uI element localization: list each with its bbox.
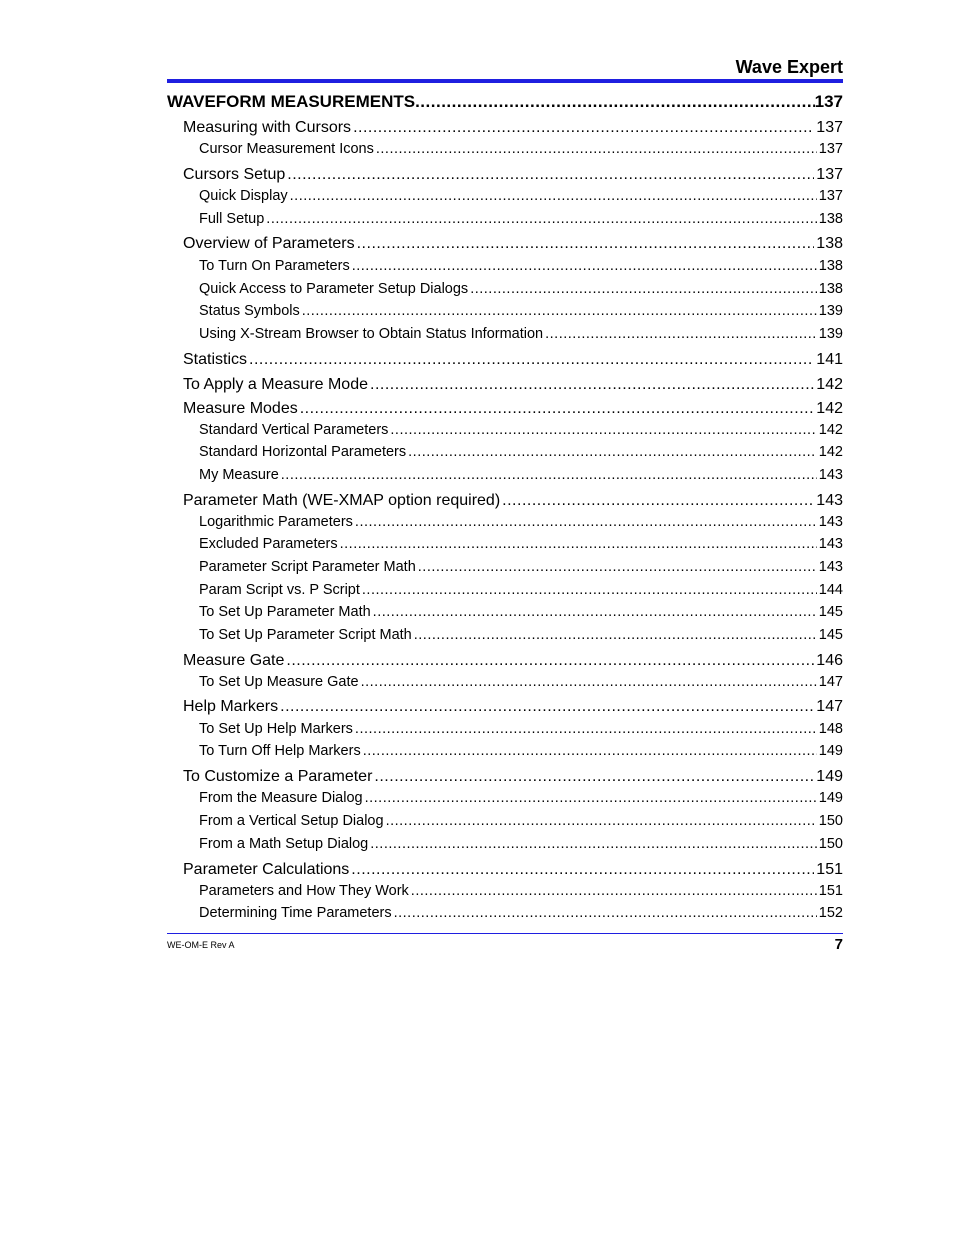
toc-entry-label: Parameter Math (WE-XMAP option required) bbox=[183, 492, 501, 509]
toc-dot-leader bbox=[394, 905, 817, 922]
toc-dot-leader bbox=[370, 836, 817, 853]
toc-entry-page-number: 142 bbox=[818, 422, 843, 438]
toc-entry[interactable] bbox=[199, 790, 843, 807]
toc-entry[interactable] bbox=[199, 188, 843, 205]
toc-dot-leader bbox=[415, 92, 815, 112]
toc-entry-label: Quick Display bbox=[199, 188, 288, 204]
toc-entry-label: To Turn On Parameters bbox=[199, 258, 350, 274]
toc-entry-page-number: 137 bbox=[814, 92, 843, 111]
toc-entry-page-number: 137 bbox=[816, 119, 843, 136]
toc-dot-leader bbox=[286, 651, 814, 670]
toc-entry[interactable] bbox=[199, 582, 843, 599]
toc-entry[interactable] bbox=[199, 444, 843, 461]
toc-entry-page-number: 147 bbox=[816, 698, 843, 715]
toc-entry-label: Help Markers bbox=[183, 698, 279, 715]
toc-dot-leader bbox=[365, 790, 817, 807]
toc-entry-label: Using X-Stream Browser to Obtain Status Information bbox=[199, 326, 544, 342]
toc-entry-page-number: 143 bbox=[816, 492, 843, 509]
toc-entry[interactable] bbox=[199, 303, 843, 320]
toc-dot-leader bbox=[300, 399, 815, 418]
toc-entry[interactable] bbox=[199, 514, 843, 531]
toc-dot-leader bbox=[249, 350, 814, 369]
toc-entry[interactable] bbox=[199, 467, 843, 484]
toc-dot-leader bbox=[370, 375, 814, 394]
toc-entry-page-number: 137 bbox=[816, 166, 843, 183]
toc-dot-leader bbox=[281, 467, 817, 484]
toc-entry-label: From a Vertical Setup Dialog bbox=[199, 813, 384, 829]
toc-dot-leader bbox=[340, 536, 817, 553]
toc-dot-leader bbox=[502, 491, 814, 510]
toc-dot-leader bbox=[287, 165, 814, 184]
footer-page-number: 7 bbox=[834, 936, 843, 953]
toc-entry-label: To Set Up Help Markers bbox=[199, 721, 353, 737]
toc-entry-label: Param Script vs. P Script bbox=[199, 582, 360, 598]
toc-entry[interactable] bbox=[183, 399, 843, 418]
toc-entry-page-number: 137 bbox=[818, 141, 843, 157]
toc-entry-label: To Turn Off Help Markers bbox=[199, 743, 361, 759]
toc-dot-leader bbox=[411, 883, 817, 900]
toc-entry[interactable] bbox=[183, 860, 843, 879]
toc-entry[interactable] bbox=[199, 836, 843, 853]
toc-entry-page-number: 149 bbox=[818, 743, 843, 759]
toc-entry[interactable] bbox=[183, 350, 843, 369]
toc-entry-label: To Set Up Parameter Script Math bbox=[199, 627, 412, 643]
header-title: Wave Expert bbox=[735, 57, 843, 77]
toc-entry[interactable] bbox=[183, 118, 843, 137]
toc-entry[interactable] bbox=[199, 281, 843, 298]
toc-entry-label: Statistics bbox=[183, 351, 248, 368]
toc-entry[interactable] bbox=[183, 767, 843, 786]
toc-entry[interactable] bbox=[183, 491, 843, 510]
toc-entry-page-number: 148 bbox=[818, 721, 843, 737]
toc-entry[interactable] bbox=[199, 536, 843, 553]
toc-entry[interactable] bbox=[199, 604, 843, 621]
toc-entry-page-number: 139 bbox=[818, 303, 843, 319]
toc-dot-leader bbox=[418, 559, 817, 576]
toc-dot-leader bbox=[545, 326, 817, 343]
toc-dot-leader bbox=[373, 604, 817, 621]
toc-dot-leader bbox=[302, 303, 817, 320]
toc-entry-page-number: 138 bbox=[818, 281, 843, 297]
toc-entry-page-number: 151 bbox=[818, 883, 843, 899]
toc-entry-label: From a Math Setup Dialog bbox=[199, 836, 369, 852]
toc-dot-leader bbox=[351, 860, 814, 879]
toc-dot-leader bbox=[352, 258, 817, 275]
toc-entry-label: Determining Time Parameters bbox=[199, 905, 392, 921]
toc-entry-page-number: 145 bbox=[818, 627, 843, 643]
toc-entry-page-number: 138 bbox=[818, 211, 843, 227]
toc-entry-page-number: 139 bbox=[818, 326, 843, 342]
toc-entry-label: Status Symbols bbox=[199, 303, 300, 319]
toc-entry[interactable] bbox=[183, 651, 843, 670]
toc-entry-page-number: 142 bbox=[818, 444, 843, 460]
toc-entry-page-number: 147 bbox=[818, 674, 843, 690]
toc-entry-label: My Measure bbox=[199, 467, 279, 483]
toc-entry-label: Cursors Setup bbox=[183, 166, 286, 183]
toc-entry-page-number: 151 bbox=[816, 861, 843, 878]
toc-entry[interactable] bbox=[199, 559, 843, 576]
toc-entry-page-number: 137 bbox=[818, 188, 843, 204]
toc-entry-label: To Set Up Measure Gate bbox=[199, 674, 359, 690]
toc-entry[interactable] bbox=[183, 165, 843, 184]
toc-dot-leader bbox=[390, 422, 816, 439]
toc-entry[interactable] bbox=[199, 813, 843, 830]
toc-dot-leader bbox=[361, 674, 817, 691]
toc-entry-label: WAVEFORM MEASUREMENTS bbox=[167, 92, 416, 111]
toc-entry-page-number: 149 bbox=[818, 790, 843, 806]
footer-doc-id: WE-OM-E Rev A bbox=[167, 940, 235, 950]
toc-entry-page-number: 149 bbox=[816, 768, 843, 785]
toc-dot-leader bbox=[362, 582, 817, 599]
toc-entry-page-number: 150 bbox=[818, 836, 843, 852]
toc-dot-leader bbox=[408, 444, 817, 461]
toc-entry[interactable] bbox=[183, 234, 843, 253]
toc-entry-page-number: 138 bbox=[818, 258, 843, 274]
toc-entry-label: Measure Modes bbox=[183, 400, 298, 417]
toc-entry-page-number: 146 bbox=[816, 652, 843, 669]
toc-entry-page-number: 143 bbox=[818, 514, 843, 530]
toc-entry-label: From the Measure Dialog bbox=[199, 790, 363, 806]
toc-entry-label: Excluded Parameters bbox=[199, 536, 338, 552]
toc-dot-leader bbox=[357, 234, 815, 253]
toc-entry-label: Parameter Calculations bbox=[183, 861, 350, 878]
toc-entry-page-number: 145 bbox=[818, 604, 843, 620]
toc-entry[interactable] bbox=[199, 743, 843, 760]
toc-entry-page-number: 142 bbox=[816, 376, 843, 393]
toc-entry-page-number: 150 bbox=[818, 813, 843, 829]
footer-rule bbox=[167, 933, 843, 934]
toc-entry-page-number: 141 bbox=[816, 351, 843, 368]
toc-entry[interactable] bbox=[183, 697, 843, 716]
toc-dot-leader bbox=[280, 697, 814, 716]
toc-entry-label: To Apply a Measure Mode bbox=[183, 376, 368, 393]
toc-dot-leader bbox=[374, 767, 814, 786]
toc-entry-label: Standard Horizontal Parameters bbox=[199, 444, 407, 460]
toc-dot-leader bbox=[414, 627, 817, 644]
toc-entry[interactable] bbox=[199, 326, 843, 343]
toc-entry[interactable] bbox=[199, 141, 843, 158]
toc-entry[interactable] bbox=[199, 627, 843, 644]
toc-dot-leader bbox=[376, 141, 817, 158]
toc-entry-page-number: 152 bbox=[818, 905, 843, 921]
toc-entry[interactable] bbox=[199, 883, 843, 900]
toc-entry-page-number: 138 bbox=[816, 235, 843, 252]
toc-entry-label: Measure Gate bbox=[183, 652, 285, 669]
toc-entry[interactable] bbox=[199, 905, 843, 922]
toc-entry[interactable] bbox=[183, 375, 843, 394]
toc-entry-page-number: 143 bbox=[818, 467, 843, 483]
toc-entry-page-number: 144 bbox=[818, 582, 843, 598]
toc-entry[interactable] bbox=[199, 211, 843, 228]
toc-dot-leader bbox=[266, 211, 817, 228]
toc-entry[interactable] bbox=[199, 674, 843, 691]
toc-entry-label: Cursor Measurement Icons bbox=[199, 141, 374, 157]
toc-entry[interactable] bbox=[167, 92, 843, 112]
toc-entry-page-number: 142 bbox=[816, 400, 843, 417]
header-rule bbox=[167, 79, 843, 83]
toc-dot-leader bbox=[470, 281, 817, 298]
toc-entry[interactable] bbox=[199, 422, 843, 439]
toc-entry-label: Full Setup bbox=[199, 211, 265, 227]
toc-dot-leader bbox=[355, 514, 817, 531]
toc-entry-label: To Set Up Parameter Math bbox=[199, 604, 371, 620]
toc-dot-leader bbox=[290, 188, 817, 205]
toc-entry-page-number: 143 bbox=[818, 559, 843, 575]
toc-dot-leader bbox=[355, 721, 817, 738]
toc-entry-page-number: 143 bbox=[818, 536, 843, 552]
toc-entry-label: Standard Vertical Parameters bbox=[199, 422, 389, 438]
toc-dot-leader bbox=[386, 813, 817, 830]
toc-entry[interactable] bbox=[199, 258, 843, 275]
toc-entry[interactable] bbox=[199, 721, 843, 738]
toc-entry-label: To Customize a Parameter bbox=[183, 768, 373, 785]
toc-entry-label: Parameters and How They Work bbox=[199, 883, 409, 899]
toc-dot-leader bbox=[353, 118, 814, 137]
toc-entry-label: Quick Access to Parameter Setup Dialogs bbox=[199, 281, 469, 297]
toc-entry-label: Logarithmic Parameters bbox=[199, 514, 353, 530]
toc-entry-label: Overview of Parameters bbox=[183, 235, 355, 252]
toc-entry-label: Measuring with Cursors bbox=[183, 119, 352, 136]
toc-entry-label: Parameter Script Parameter Math bbox=[199, 559, 416, 575]
toc-dot-leader bbox=[363, 743, 817, 760]
